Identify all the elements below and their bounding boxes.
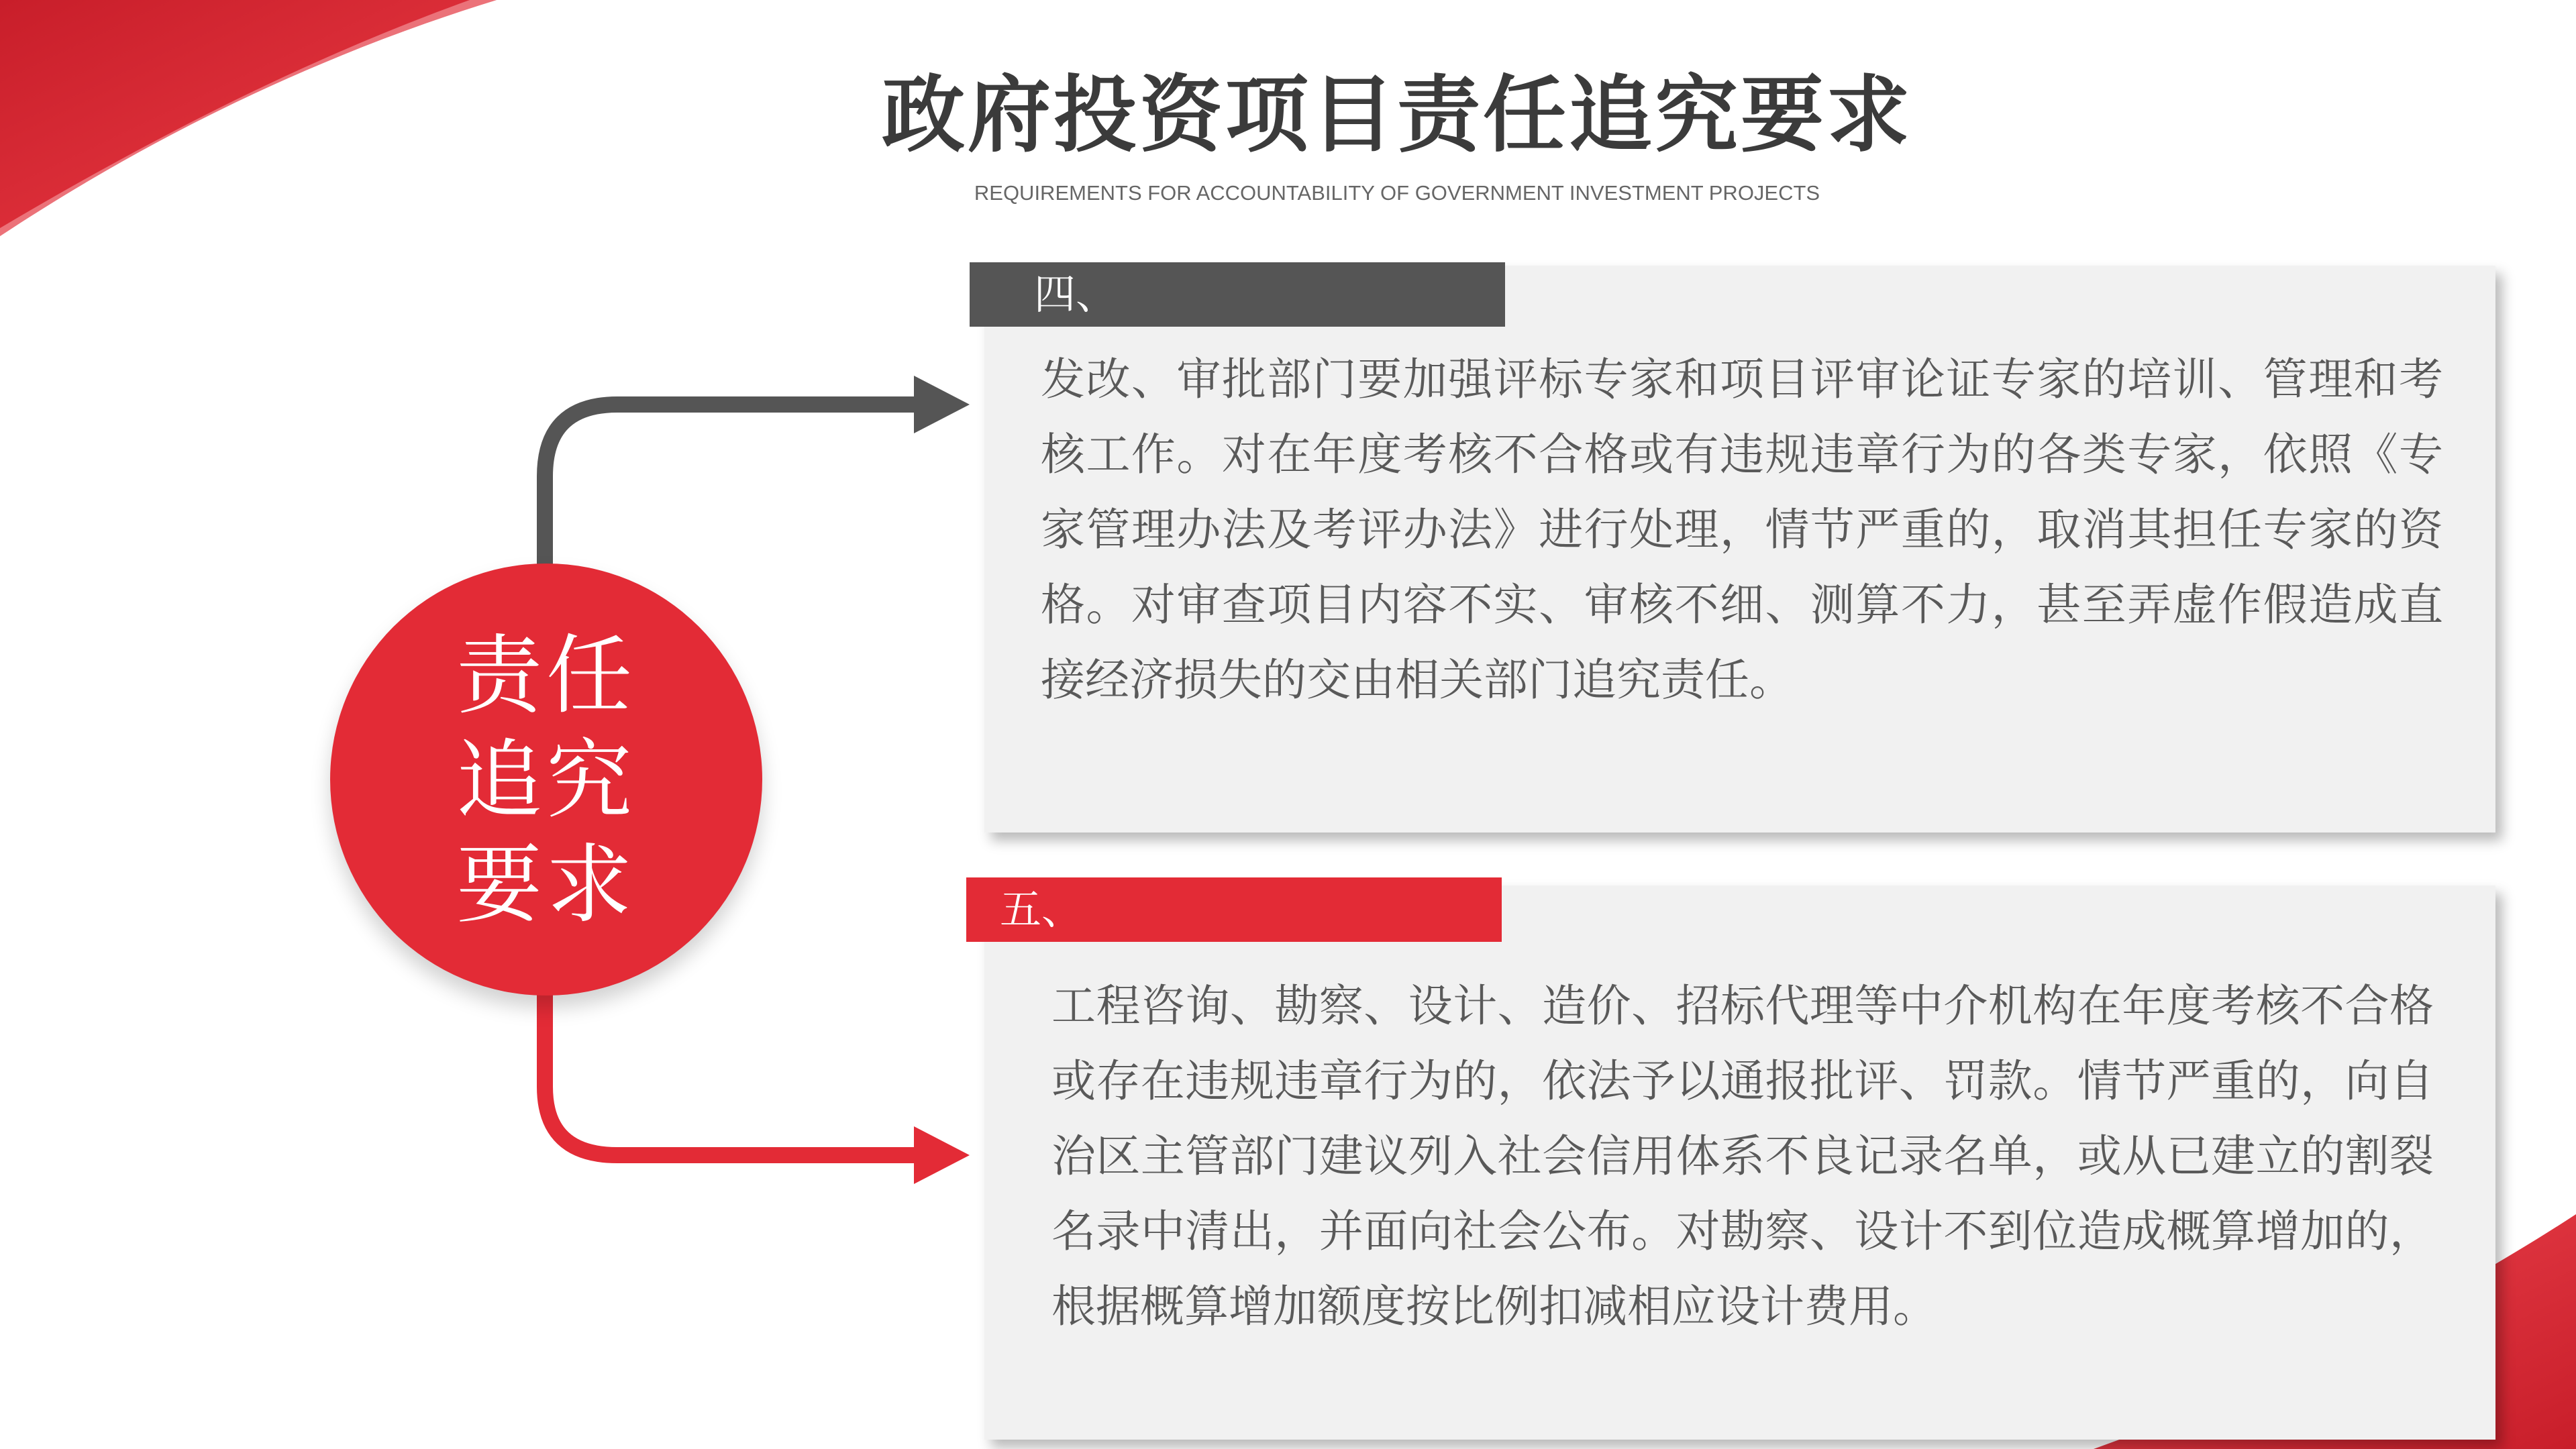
section-five-text: 工程咨询、勘察、设计、造价、招标代理等中介机构在年度考核不合格或存在违规违章行为的，依法予以通报批评、罚款。情节严重的，向自治区主管部门建议列入社会信用体系不良记录名单，或从已建立的割裂名录中清出，并面向社会公布。对勘察、设计不到位造成概算增加的，根据概算增加额度按比例扣减相应设计费用。 <box>1051 980 2434 1332</box>
section-four-label: 四、 <box>970 262 1505 327</box>
bottom-arrow-head <box>914 1126 970 1184</box>
section-five-label: 五、 <box>966 877 1502 942</box>
section-four-text: 发改、审批部门要加强评标专家和项目评审论证专家的培训、管理和考核工作。对在年度考核不合格或有违规违章行为的各类专家，依照《专家管理办法及考评办法》进行处理，情节严重的，取消其担任专家的资格。对审查项目内容不实、审核不细、测算不力，甚至弄虚作假造成直接经济损失的交由相关部门追究责任。 <box>1041 354 2443 706</box>
page-subtitle: REQUIREMENTS FOR ACCOUNTABILITY OF GOVERNMENT INVESTMENT PROJECTS <box>974 181 1820 205</box>
center-line-3: 要求 <box>456 835 636 935</box>
center-circle-label <box>330 624 762 938</box>
center-line-2: 追究 <box>456 731 636 830</box>
center-line-1: 责任 <box>456 626 636 726</box>
bottom-connector-line <box>545 986 926 1155</box>
page-title: 政府投资项目责任追究要求 <box>881 67 1912 164</box>
top-connector-line <box>545 405 926 577</box>
top-arrow-head <box>914 376 970 433</box>
